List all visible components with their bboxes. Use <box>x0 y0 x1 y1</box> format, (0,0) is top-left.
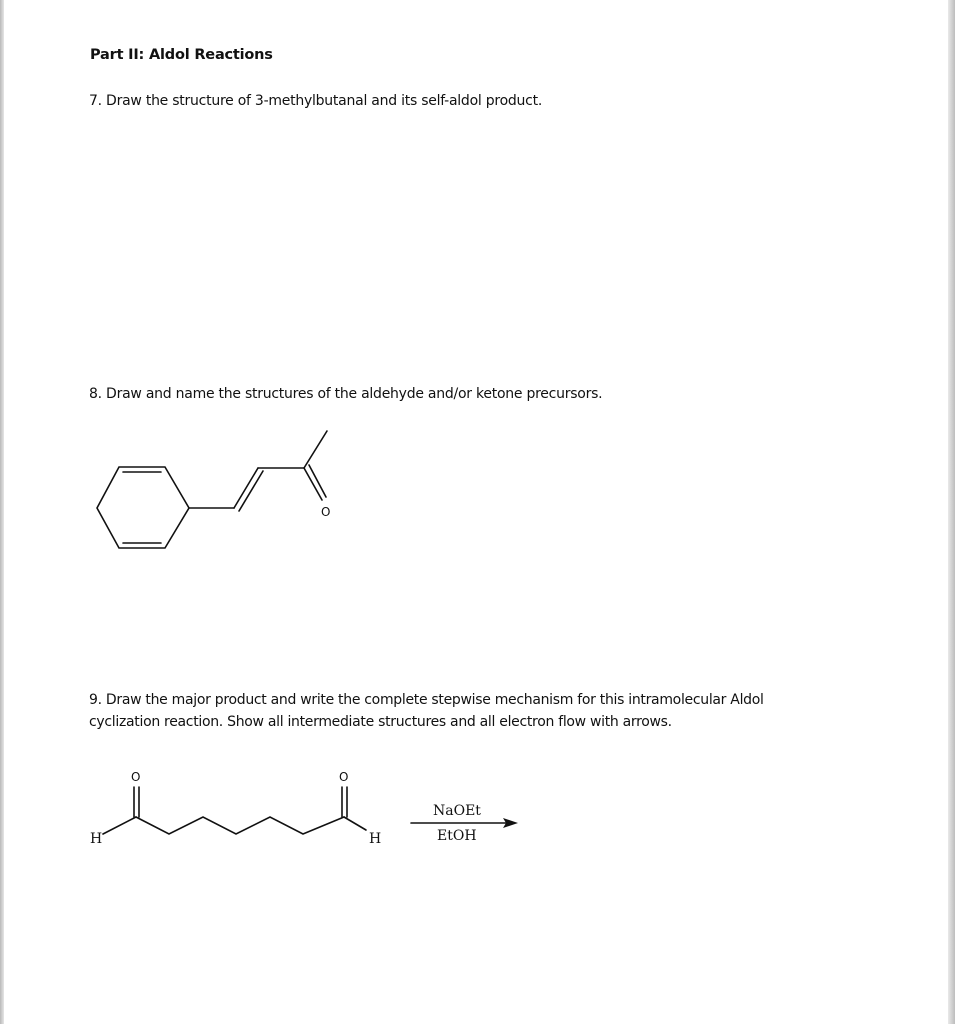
reagent-below-arrow: EtOH <box>437 828 477 844</box>
question-7: 7. Draw the structure of 3-methylbutanal and its self-aldol product. <box>89 93 543 109</box>
q8-oxygen-label: O <box>321 505 331 519</box>
q9-left-oxygen: O <box>131 770 141 784</box>
q9-right-oxygen: O <box>339 770 349 784</box>
q9-right-hydrogen: H <box>369 831 382 847</box>
right-h-bond <box>344 817 366 830</box>
section-heading: Part II: Aldol Reactions <box>90 47 273 63</box>
carbon-chain <box>136 817 344 834</box>
question-8: 8. Draw and name the structures of the aldehyde and/or ketone precursors. <box>89 386 603 402</box>
question-9-line-1: 9. Draw the major product and write the complete stepwise mechanism for this intramolecular Aldol <box>89 692 764 708</box>
q9-left-hydrogen: H <box>90 831 103 847</box>
question-9-line-2: cyclization reaction. Show all intermediate structures and all electron flow with arrows. <box>89 714 672 730</box>
left-h-bond <box>103 817 136 834</box>
reagent-above-arrow: NaOEt <box>433 803 481 819</box>
